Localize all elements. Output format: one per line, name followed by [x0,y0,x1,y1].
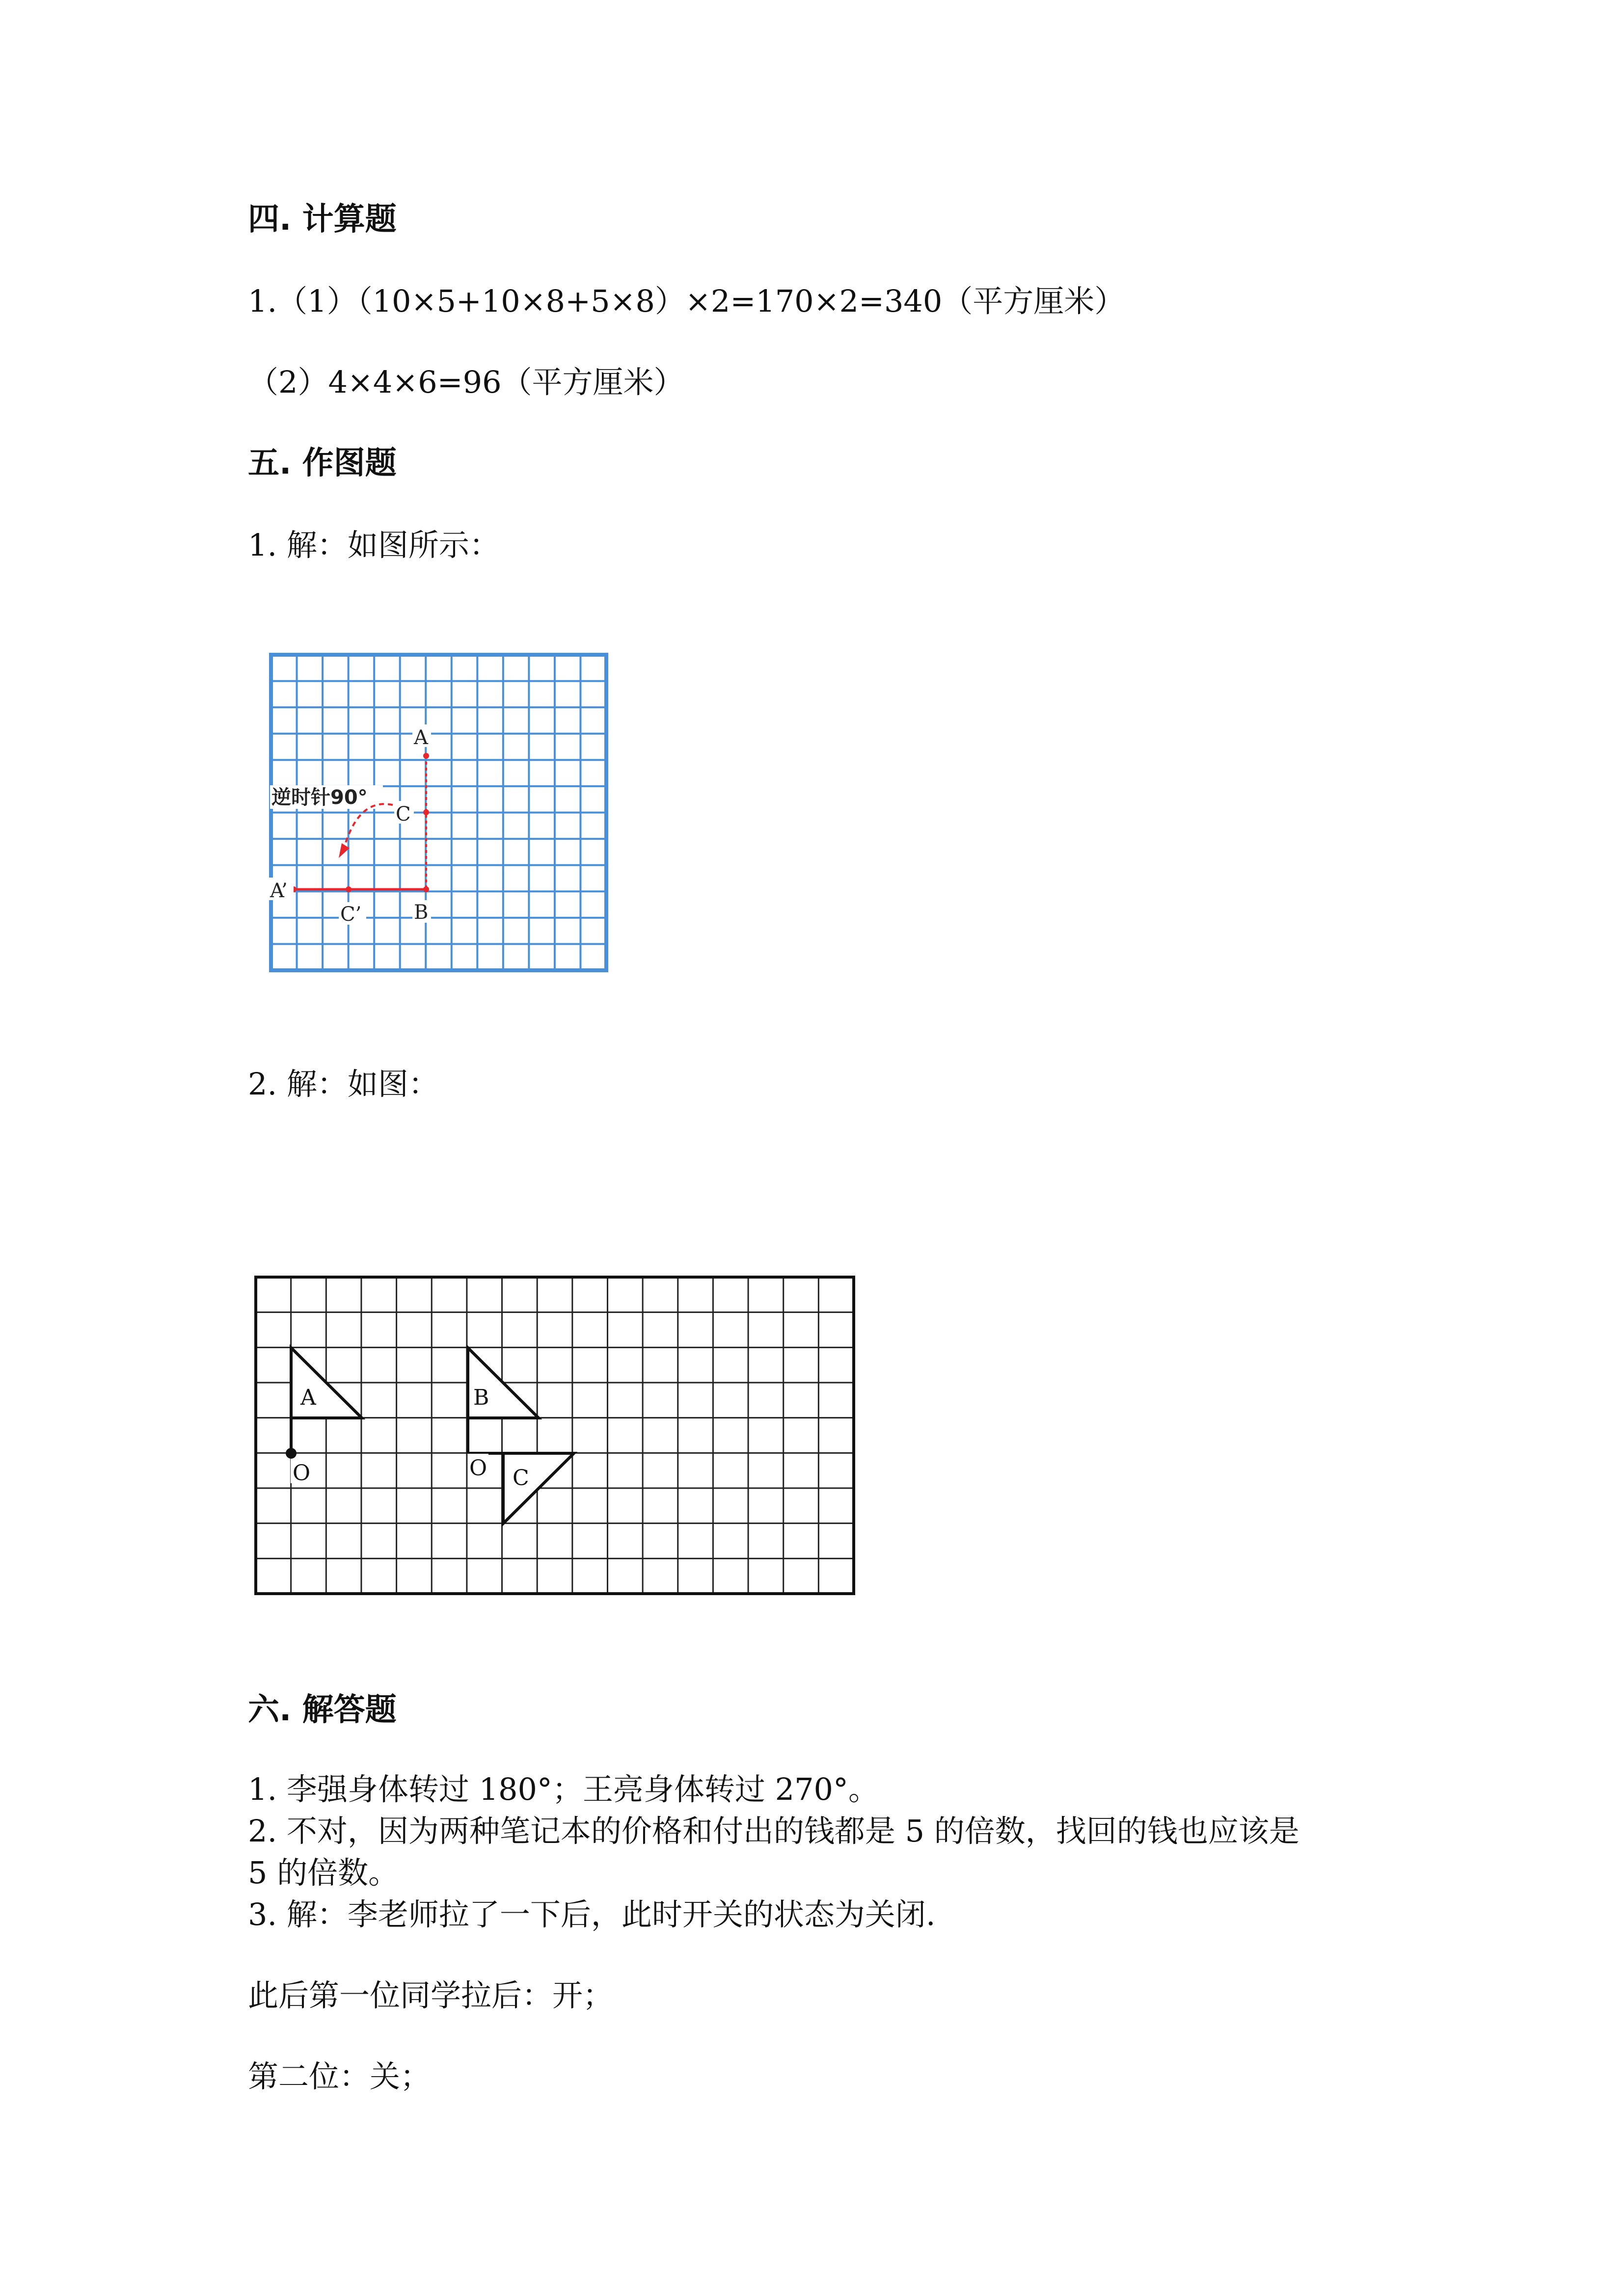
calc-answer-2: （2）4×4×6=96（平方厘米） [248,364,684,400]
label-o-2: O [469,1456,487,1481]
label-b: B [414,901,429,924]
label-a-prime: A’ [270,880,288,902]
label-triangle-c: C [513,1466,529,1491]
drawing-answer-2: 2. 解：如图： [248,1066,439,1102]
label-a: A [414,726,428,749]
answer-3: 3. 解：李老师拉了一下后，此时开关的状态为关闭. [248,1896,936,1932]
answer-3-step-1: 此后第一位同学拉后：开； [248,1977,614,2013]
point-c [423,809,429,815]
label-o-1: O [293,1461,311,1486]
rotation-grid-figure [265,648,614,977]
answer-2-line-1: 2. 不对，因为两种笔记本的价格和付出的钱都是 5 的倍数，找回的钱也应该是 [248,1813,1299,1849]
center-point-o [286,1448,297,1459]
label-triangle-a: A [300,1385,316,1410]
rotation-label: 逆时针90° [271,786,368,809]
calc-answer-1: 1.（1）（10×5+10×8+5×8）×2=170×2=340（平方厘米） [248,283,1125,319]
answer-2-line-2: 5 的倍数。 [248,1855,399,1891]
triangle-grid-figure-main [250,1271,864,1605]
answer-3-step-2: 第二位：关； [248,2058,431,2094]
answer-1: 1. 李强身体转过 180°；王亮身体转过 270°。 [248,1771,879,1807]
rotation-arc [344,804,393,849]
grid2-border [256,1277,854,1594]
section6-heading: 六. 解答题 [248,1692,397,1728]
point-a [423,753,429,759]
drawing-answer-1: 1. 解：如图所示： [248,527,500,563]
point-b [423,886,429,892]
section5-heading: 五. 作图题 [248,445,397,481]
section4-heading: 四. 计算题 [248,201,397,238]
label-triangle-b: B [473,1385,489,1410]
point-c-prime [346,886,352,892]
label-c-prime: C’ [340,903,362,926]
label-c: C [396,803,411,826]
